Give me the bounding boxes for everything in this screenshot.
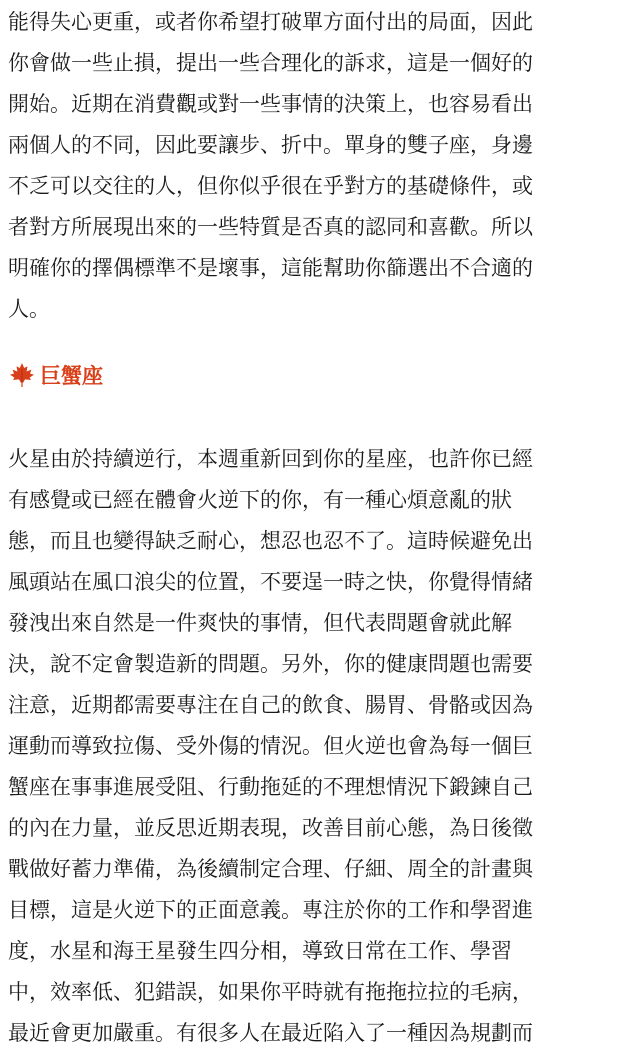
maple-leaf-icon	[8, 361, 36, 389]
text-line: 最近會更加嚴重。有很多人在最近陷入了一種因為規劃而	[8, 1021, 533, 1045]
text-line: 風頭站在風口浪尖的位置，不要逞一時之快，你覺得情緒	[8, 570, 533, 594]
text-line: 火星由於持續逆行，本週重新回到你的星座，也許你已經	[8, 447, 533, 471]
section-title: 巨蟹座	[40, 364, 103, 388]
text-line: 目標，這是火逆下的正面意義。專注於你的工作和學習進	[8, 898, 533, 922]
text-line: 戰做好蓄力準備，為後續制定合理、仔細、周全的計畫與	[8, 857, 533, 881]
text-line: 注意，近期都需要專注在自己的飲食、腸胃、骨骼或因為	[8, 693, 533, 717]
text-line: 你會做一些止損，提出一些合理化的訴求，這是一個好的	[8, 51, 533, 75]
text-line: 兩個人的不同，因此要讓步、折中。單身的雙子座，身邊	[8, 133, 533, 157]
text-line: 發洩出來自然是一件爽快的事情，但代表問題會就此解	[8, 611, 512, 635]
text-line: 明確你的擇偶標準不是壞事，這能幫助你篩選出不合適的	[8, 256, 533, 280]
text-line: 者對方所展現出來的一些特質是否真的認同和喜歡。所以	[8, 215, 533, 239]
text-line: 中，效率低、犯錯誤，如果你平時就有拖拖拉拉的毛病，	[8, 980, 533, 1004]
text-line: 運動而導致拉傷、受外傷的情況。但火逆也會為每一個巨	[8, 734, 533, 758]
text-line: 不乏可以交往的人，但你似乎很在乎對方的基礎條件，或	[8, 174, 533, 198]
text-line: 態，而且也變得缺乏耐心，想忍也忍不了。這時候避免出	[8, 529, 533, 553]
text-line: 決，說不定會製造新的問題。另外，你的健康問題也需要	[8, 652, 533, 676]
text-line: 有感覺或已經在體會火逆下的你，有一種心煩意亂的狀	[8, 488, 512, 512]
paragraph-gemini	[8, 2, 533, 330]
text-line: 度，水星和海王星發生四分相，導致日常在工作、學習	[8, 939, 512, 963]
text-line: 開始。近期在消費觀或對一些事情的決策上，也容易看出	[8, 92, 533, 116]
paragraph-cancer	[8, 439, 533, 1054]
section-heading-cancer	[8, 352, 103, 398]
text-line: 的內在力量，並反思近期表現，改善目前心態，為日後徵	[8, 816, 533, 840]
text-line: 人。	[8, 297, 50, 321]
text-line: 蟹座在事事進展受阻、行動拖延的不理想情況下鍛鍊自己	[8, 775, 533, 799]
text-line: 能得失心更重，或者你希望打破單方面付出的局面，因此	[8, 10, 533, 34]
